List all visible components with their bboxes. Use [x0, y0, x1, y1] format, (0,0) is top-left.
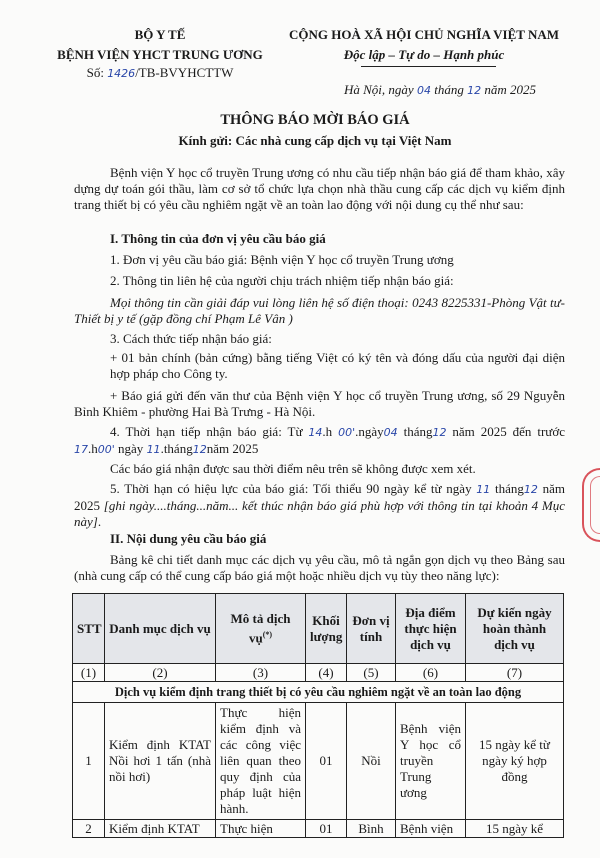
end-day: 11 [146, 443, 161, 456]
item4-text: năm 2025 đến trước [446, 424, 565, 439]
header-description [216, 594, 306, 664]
start-hour: 14 [308, 426, 323, 439]
document-title: THÔNG BÁO MỜI BÁO GIÁ [220, 112, 410, 128]
item1: 1. Đơn vị yêu cầu báo giá: Bệnh viện Y học cổ truyền Trung ương [110, 252, 454, 267]
document-number [40, 65, 280, 81]
start-day: 04 [383, 426, 398, 439]
item5-text: tháng [490, 481, 524, 496]
item5-text: . [97, 514, 102, 529]
cell-service: Kiểm định KTAT [105, 820, 216, 838]
cell-quantity: 01 [306, 703, 347, 820]
cell-unit: Nồi [347, 703, 396, 820]
item4-text: .h [322, 424, 339, 439]
col-number: (7) [466, 664, 564, 682]
number-handwritten: 1426 [107, 67, 136, 80]
item2: 2. Thông tin liên hệ của người chịu trách nhiệm tiếp nhận báo giá: [110, 273, 454, 288]
item5 [74, 481, 565, 530]
red-stamp-inner-ring [590, 476, 600, 534]
start-month: 12 [432, 426, 447, 439]
hospital-name: BỆNH VIỆN YHCT TRUNG ƯƠNG [57, 47, 263, 62]
service-table [72, 593, 564, 838]
number-suffix: /TB-BVYHCTTW [135, 65, 234, 80]
item5-text: 5. Thời hạn có hiệu lực của báo giá: Tối thiểu 90 ngày kể từ ngày [110, 481, 477, 496]
cell-completion: 15 ngày kể [466, 820, 564, 838]
date-mid: tháng [430, 82, 468, 97]
cell-service: Kiểm định KTAT Nồi hơi 1 tấn (nhà nồi hơi) [105, 703, 216, 820]
item3a: + 01 bản chính (bản cứng) bằng tiếng Việt có ký tên và đóng dấu của người đại diện hợp pháp cho Công ty. [110, 350, 565, 381]
col-number: (5) [347, 664, 396, 682]
section-row [73, 682, 564, 703]
date-prefix: Hà Nội, ngày [344, 82, 417, 97]
table-row [73, 820, 564, 838]
motto-underline [361, 66, 496, 67]
cell-unit: Bình [347, 820, 396, 838]
national-motto: Độc lập – Tự do – Hạnh phúc [343, 47, 505, 62]
item4-text: .tháng [160, 441, 193, 456]
item4-text: năm 2025 [206, 441, 259, 456]
cell-description: Thực hiện [216, 820, 306, 838]
item5-note: [ghi ngày....tháng...năm... kết thúc nhận báo giá phù hợp với thông tin tại khoản 4 Mục này] [74, 498, 565, 529]
end-month: 12 [192, 443, 207, 456]
start-minute: 00' [338, 426, 356, 439]
item4-text: tháng [397, 424, 433, 439]
section2-intro: Bảng kê chi tiết danh mục các dịch vụ yêu cầu, mô tả ngắn gọn dịch vụ theo Bảng sau (nhà cung cấp có thể cung cấp báo giá một hoặc nhiều dịch vụ tùy theo năng lực): [74, 552, 565, 583]
item4 [74, 424, 565, 458]
section2-heading: II. Nội dung yêu cầu báo giá [110, 531, 267, 546]
number-prefix: Số: [86, 65, 108, 80]
item4-text: .ngày [355, 424, 384, 439]
section-row-label: Dịch vụ kiểm định trang thiết bị có yêu cầu nghiêm ngặt về an toàn lao động [73, 682, 564, 703]
cell-location: Bệnh viện [396, 820, 466, 838]
validity-month: 12 [523, 483, 538, 496]
item4-text: .h [88, 441, 98, 456]
date-day: 04 [416, 84, 431, 97]
header-description-text: Mô tả dịch vụ [230, 610, 291, 646]
contact-info: Mọi thông tin cần giải đáp vui lòng liên hệ số điện thoại: 0243 8225331-Phòng Vật tư-Thiết bị y tế (gặp đồng chí Phạm Lê Vân ) [74, 295, 565, 326]
recipient-line: Kính gửi: Các nhà cung cấp dịch vụ tại Việt Nam [178, 133, 452, 148]
date-month: 12 [467, 84, 482, 97]
header-service-list: Danh mục dịch vụ [105, 594, 216, 664]
header-quantity: Khối lượng [306, 594, 347, 664]
table-row [73, 703, 564, 820]
section1-heading: I. Thông tin của đơn vị yêu cầu báo giá [110, 231, 326, 246]
header-stt: STT [73, 594, 105, 664]
intro-paragraph: Bệnh viện Y học cổ truyền Trung ương có nhu cầu tiếp nhận báo giá để tham khảo, xây dựng dự toán gói thầu, làm cơ sở tổ chức lựa chọn nhà thầu cung cấp các dịch vụ kiểm định trang thiết bị có yêu cầu nghiêm ngặt về an toàn lao động với nội dung cụ thể như sau: [74, 165, 565, 212]
column-number-row [73, 664, 564, 682]
table-header-row [73, 594, 564, 664]
validity-day: 11 [476, 483, 491, 496]
cell-location: Bệnh viện Y học cổ truyền Trung ương [396, 703, 466, 820]
cell-stt: 1 [73, 703, 105, 820]
cell-completion: 15 ngày kể từ ngày ký hợp đồng [466, 703, 564, 820]
item3: 3. Cách thức tiếp nhận báo giá: [110, 331, 272, 346]
country-name: CỘNG HOÀ XÃ HỘI CHỦ NGHĨA VIỆT NAM [288, 27, 560, 42]
cell-quantity: 01 [306, 820, 347, 838]
item4-text: 4. Thời hạn tiếp nhận báo giá: Từ [110, 424, 309, 439]
col-number: (6) [396, 664, 466, 682]
late-note: Các báo giá nhận được sau thời điểm nêu trên sẽ không được xem xét. [110, 461, 476, 476]
header-note: (*) [262, 629, 273, 639]
cell-stt: 2 [73, 820, 105, 838]
header-location: Địa điểm thực hiện dịch vụ [396, 594, 466, 664]
cell-description: Thực hiện kiểm định và các công việc liên quan theo quy định của pháp luật hiện hành. [216, 703, 306, 820]
header-unit: Đơn vị tính [347, 594, 396, 664]
col-number: (2) [105, 664, 216, 682]
end-hour: 17 [74, 443, 88, 456]
header-completion: Dự kiến ngày hoàn thành dịch vụ [466, 594, 564, 664]
item3b: + Báo giá gửi đến văn thư của Bệnh viện Y học cổ truyền Trung ương, số 29 Nguyễn Bỉnh Khiêm - phường Hai Bà Trưng - Hà Nội. [74, 388, 565, 419]
date-suffix: năm 2025 [481, 82, 536, 97]
col-number: (4) [306, 664, 347, 682]
end-minute: 00' [97, 443, 115, 456]
item4-text: ngày [114, 441, 147, 456]
col-number: (1) [73, 664, 105, 682]
document-date [344, 82, 536, 98]
col-number: (3) [216, 664, 306, 682]
ministry-name: BỘ Y TẾ [134, 27, 186, 42]
item5-text: năm 2025 [74, 481, 566, 513]
